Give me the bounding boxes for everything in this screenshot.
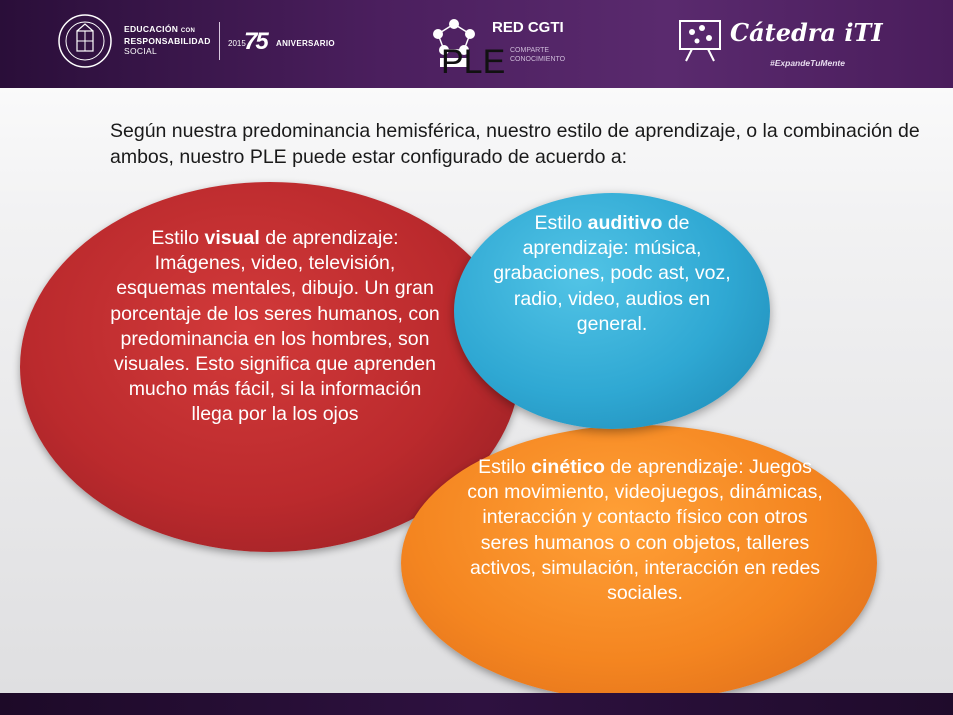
edu-line3: SOCIAL <box>124 46 157 56</box>
auditory-suffix: de aprendizaje: música, grabaciones, podc ast, voz, radio, video, audios en general. <box>493 212 731 335</box>
red-cgti-subtitle <box>510 46 565 64</box>
education-logo-text <box>124 24 211 56</box>
kinetic-style-text <box>460 455 830 606</box>
anniversary-year: 2015 <box>228 39 246 48</box>
anniversary-word: ANIVERSARIO <box>276 39 335 48</box>
auditory-keyword: auditivo <box>587 212 663 234</box>
edu-con: CON <box>180 28 196 34</box>
visual-keyword: visual <box>204 227 260 249</box>
kinetic-suffix: de aprendizaje: Juegos con movimiento, videojuegos, dinámicas, interacción y contacto físico con otros seres humanos o con objetos, talleres activos, simulación, interacción en redes sociales. <box>467 456 823 605</box>
intro-paragraph: Según nuestra predominancia hemisférica, nuestro estilo de aprendizaje, o la combinación de ambos, nuestro PLE puede estar configurado de acuerdo a: <box>110 120 920 168</box>
edu-line1: EDUCACIÓN <box>124 24 179 34</box>
visual-prefix: Estilo <box>151 227 205 249</box>
visual-suffix: de aprendizaje: Imágenes, video, televisión, esquemas mentales, dibujo. Un gran porcentaje de los seres humanos, con predominancia en los hombres, son visuales. Esto significa que aprenden mucho más fácil, si la información llega por la los ojos <box>110 227 440 426</box>
kinetic-prefix: Estilo <box>478 456 532 478</box>
red-cgti-sub1: COMPARTE <box>510 47 550 54</box>
visual-style-text <box>110 226 440 428</box>
anniversary-number: 75 <box>244 28 267 55</box>
kinetic-keyword: cinético <box>531 456 605 478</box>
catedra-hashtag: #ExpandeTuMente <box>770 58 845 68</box>
footer-bar <box>0 693 953 715</box>
header-divider <box>219 22 220 60</box>
university-seal-icon <box>57 13 113 69</box>
red-cgti-title: RED CGTI <box>492 19 564 36</box>
edu-line2: RESPONSABILIDAD <box>124 36 211 46</box>
red-cgti-sub2: CONOCIMIENTO <box>510 56 566 63</box>
catedra-title: Cátedra iTI <box>730 18 883 47</box>
page-title: PLE <box>441 43 506 81</box>
auditory-prefix: Estilo <box>534 212 588 234</box>
auditory-style-text <box>486 211 738 337</box>
presentation-board-icon <box>677 16 723 64</box>
